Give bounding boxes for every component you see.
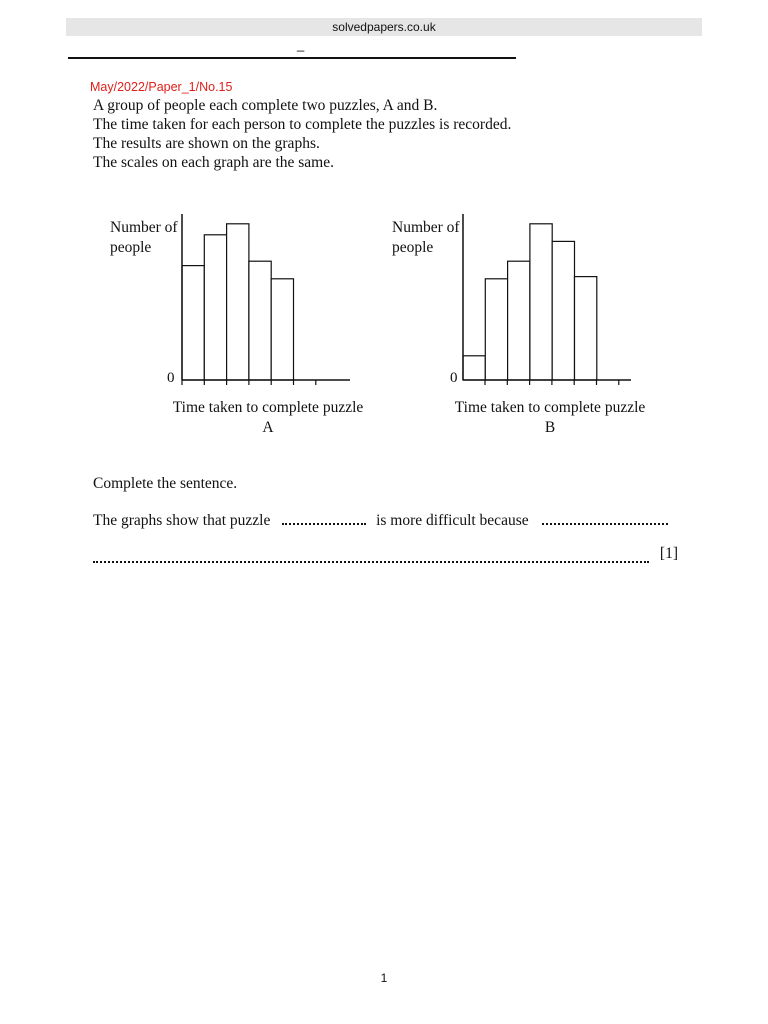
histogram-bar bbox=[249, 261, 271, 380]
question-intro bbox=[93, 96, 511, 172]
histogram-bar bbox=[552, 241, 574, 380]
histogram-bar bbox=[463, 356, 485, 380]
histogram-bar bbox=[271, 279, 293, 380]
intro-line: The results are shown on the graphs. bbox=[93, 135, 320, 152]
header-underscore: _ bbox=[297, 37, 305, 52]
y-axis-label: Number of people bbox=[110, 219, 178, 256]
marks-indicator: [1] bbox=[659, 545, 678, 562]
x-axis-label: Time taken to complete puzzle A bbox=[172, 399, 364, 436]
intro-line: The time taken for each person to complete the puzzles is recorded. bbox=[93, 116, 512, 133]
reason-answer-blank[interactable] bbox=[542, 509, 668, 525]
origin-label: 0 bbox=[167, 370, 175, 386]
histogram-bar bbox=[182, 266, 204, 380]
y-axis-label: Number of people bbox=[392, 219, 460, 256]
site-header: solvedpapers.co.uk bbox=[66, 18, 702, 36]
histogram-puzzle-a bbox=[105, 200, 365, 445]
histogram-puzzle-b bbox=[385, 200, 645, 445]
intro-line: A group of people each complete two puzzles, A and B. bbox=[93, 97, 438, 114]
x-axis-label: Time taken to complete puzzle B bbox=[454, 399, 646, 436]
origin-label: 0 bbox=[450, 370, 458, 386]
instruction: Complete the sentence. bbox=[93, 475, 238, 492]
reason-answer-blank-continued[interactable] bbox=[93, 547, 649, 563]
puzzle-answer-blank[interactable] bbox=[282, 509, 366, 525]
question-reference: May/2022/Paper_1/No.15 bbox=[90, 80, 233, 94]
histogram-bar bbox=[227, 224, 249, 380]
page-number: 1 bbox=[380, 971, 388, 985]
intro-line: The scales on each graph are the same. bbox=[93, 154, 334, 171]
header-rule bbox=[68, 57, 516, 59]
histogram-bar bbox=[204, 235, 226, 380]
histogram-bar bbox=[508, 261, 530, 380]
histogram-bar bbox=[530, 224, 552, 380]
histogram-bar bbox=[575, 277, 597, 380]
sentence-part-1: The graphs show that puzzle bbox=[93, 512, 271, 529]
sentence-part-2: is more difficult because bbox=[376, 512, 529, 529]
histogram-bar bbox=[485, 279, 507, 380]
chart-b-plot bbox=[385, 200, 645, 400]
answer-sentence bbox=[93, 509, 668, 530]
chart-a-plot bbox=[105, 200, 365, 400]
